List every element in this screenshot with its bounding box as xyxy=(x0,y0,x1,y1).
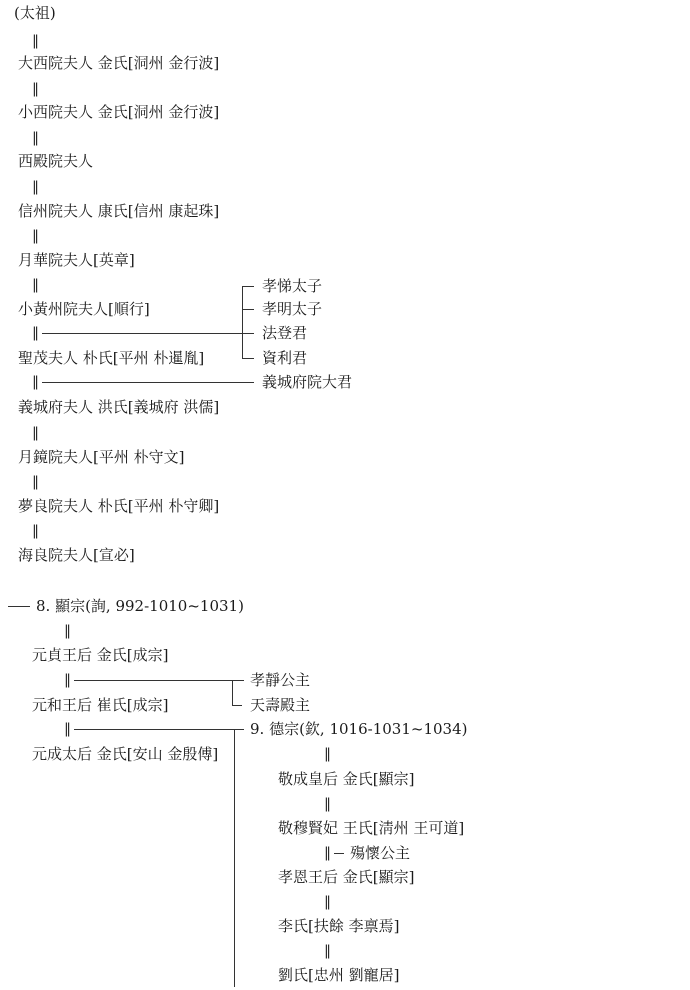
child-cheonsu: 天壽殿主 xyxy=(250,696,311,714)
child-tick xyxy=(242,309,254,310)
spouse-wonseong: 元成太后 金氏[安山 金殷傅] xyxy=(32,745,219,763)
child-hyojeong: 孝靜公主 xyxy=(250,671,311,689)
child-hyoje: 孝悌太子 xyxy=(262,277,323,295)
descent-line xyxy=(334,853,344,854)
spouse-seongmu: 聖茂夫人 朴氏[平州 朴暹胤] xyxy=(18,349,205,367)
spouse-yu: 劉氏[忠州 劉寵居] xyxy=(278,966,400,984)
marriage-link: ‖ xyxy=(324,796,331,812)
spouse-gyeongseong: 敬成皇后 金氏[顯宗] xyxy=(278,770,415,788)
marriage-link: ‖ xyxy=(32,33,39,49)
spouse-wonhwa: 元和王后 崔氏[成宗] xyxy=(32,696,169,714)
children-bracket xyxy=(242,286,243,358)
descent-line xyxy=(42,382,254,383)
child-jari: 資利君 xyxy=(262,349,308,367)
marriage-link: ‖ xyxy=(32,523,39,539)
marriage-link: ‖ xyxy=(32,277,39,293)
marriage-link: ‖ xyxy=(324,894,331,910)
spouse-soseowon: 小西院夫人 金氏[洞州 金行波] xyxy=(18,103,220,121)
children-bracket xyxy=(232,680,233,705)
marriage-link: ‖ xyxy=(64,623,71,639)
spouse-wolgyeongwon: 月鏡院夫人[平州 朴守文] xyxy=(18,448,185,466)
marriage-link: ‖ xyxy=(32,374,39,390)
spouse-sinjuwon: 信州院夫人 康氏[信州 康起珠] xyxy=(18,202,220,220)
king-deokjong: 9. 德宗(欽, 1016-1031~1034) xyxy=(250,720,468,738)
succession-line xyxy=(8,606,30,607)
spouse-gyeongmok: 敬穆賢妃 王氏[淸州 王可道] xyxy=(278,819,465,837)
spouse-sohwangjuwon: 小黃州院夫人[順行] xyxy=(18,300,150,318)
marriage-link: ‖ xyxy=(32,325,39,341)
spouse-wolhwawon: 月華院夫人[英章] xyxy=(18,251,135,269)
marriage-link: ‖ xyxy=(64,672,71,688)
marriage-link: ‖ xyxy=(324,845,331,861)
spouse-seojeonwon: 西殿院夫人 xyxy=(18,152,94,170)
child-tick xyxy=(242,333,254,334)
king-hyeonjong: 8. 顯宗(詢, 992-1010~1031) xyxy=(36,597,244,615)
marriage-link: ‖ xyxy=(32,179,39,195)
child-sanghoe: 殤懷公主 xyxy=(350,844,411,862)
marriage-link: ‖ xyxy=(32,228,39,244)
descent-line xyxy=(42,333,242,334)
spouse-uiseongbu: 義城府夫人 洪氏[義城府 洪儒] xyxy=(18,398,220,416)
child-beopdeung: 法登君 xyxy=(262,324,308,342)
taejo-header: (太祖) xyxy=(14,4,56,22)
marriage-link: ‖ xyxy=(32,474,39,490)
descent-line xyxy=(74,680,244,681)
spouse-lee: 李氏[扶餘 李禀焉] xyxy=(278,917,400,935)
marriage-link: ‖ xyxy=(324,746,331,762)
child-hyomyeong: 孝明太子 xyxy=(262,300,323,318)
marriage-link: ‖ xyxy=(64,721,71,737)
child-tick xyxy=(242,286,254,287)
marriage-link: ‖ xyxy=(324,943,331,959)
child-tick xyxy=(232,705,242,706)
child-uiseongbuwon: 義城府院大君 xyxy=(262,373,353,391)
spouse-wonjeong: 元貞王后 金氏[成宗] xyxy=(32,646,169,664)
child-tick xyxy=(242,358,254,359)
marriage-link: ‖ xyxy=(32,425,39,441)
spouse-hyoeun: 孝恩王后 金氏[顯宗] xyxy=(278,868,415,886)
spouse-haeryangwon: 海良院夫人[宣必] xyxy=(18,546,135,564)
descent-line xyxy=(74,729,244,730)
spouse-mongnyangwon: 夢良院夫人 朴氏[平州 朴守卿] xyxy=(18,497,220,515)
marriage-link: ‖ xyxy=(32,81,39,97)
spouse-daeseowon: 大西院夫人 金氏[洞州 金行波] xyxy=(18,54,220,72)
marriage-link: ‖ xyxy=(32,130,39,146)
succession-vertical xyxy=(234,729,235,987)
